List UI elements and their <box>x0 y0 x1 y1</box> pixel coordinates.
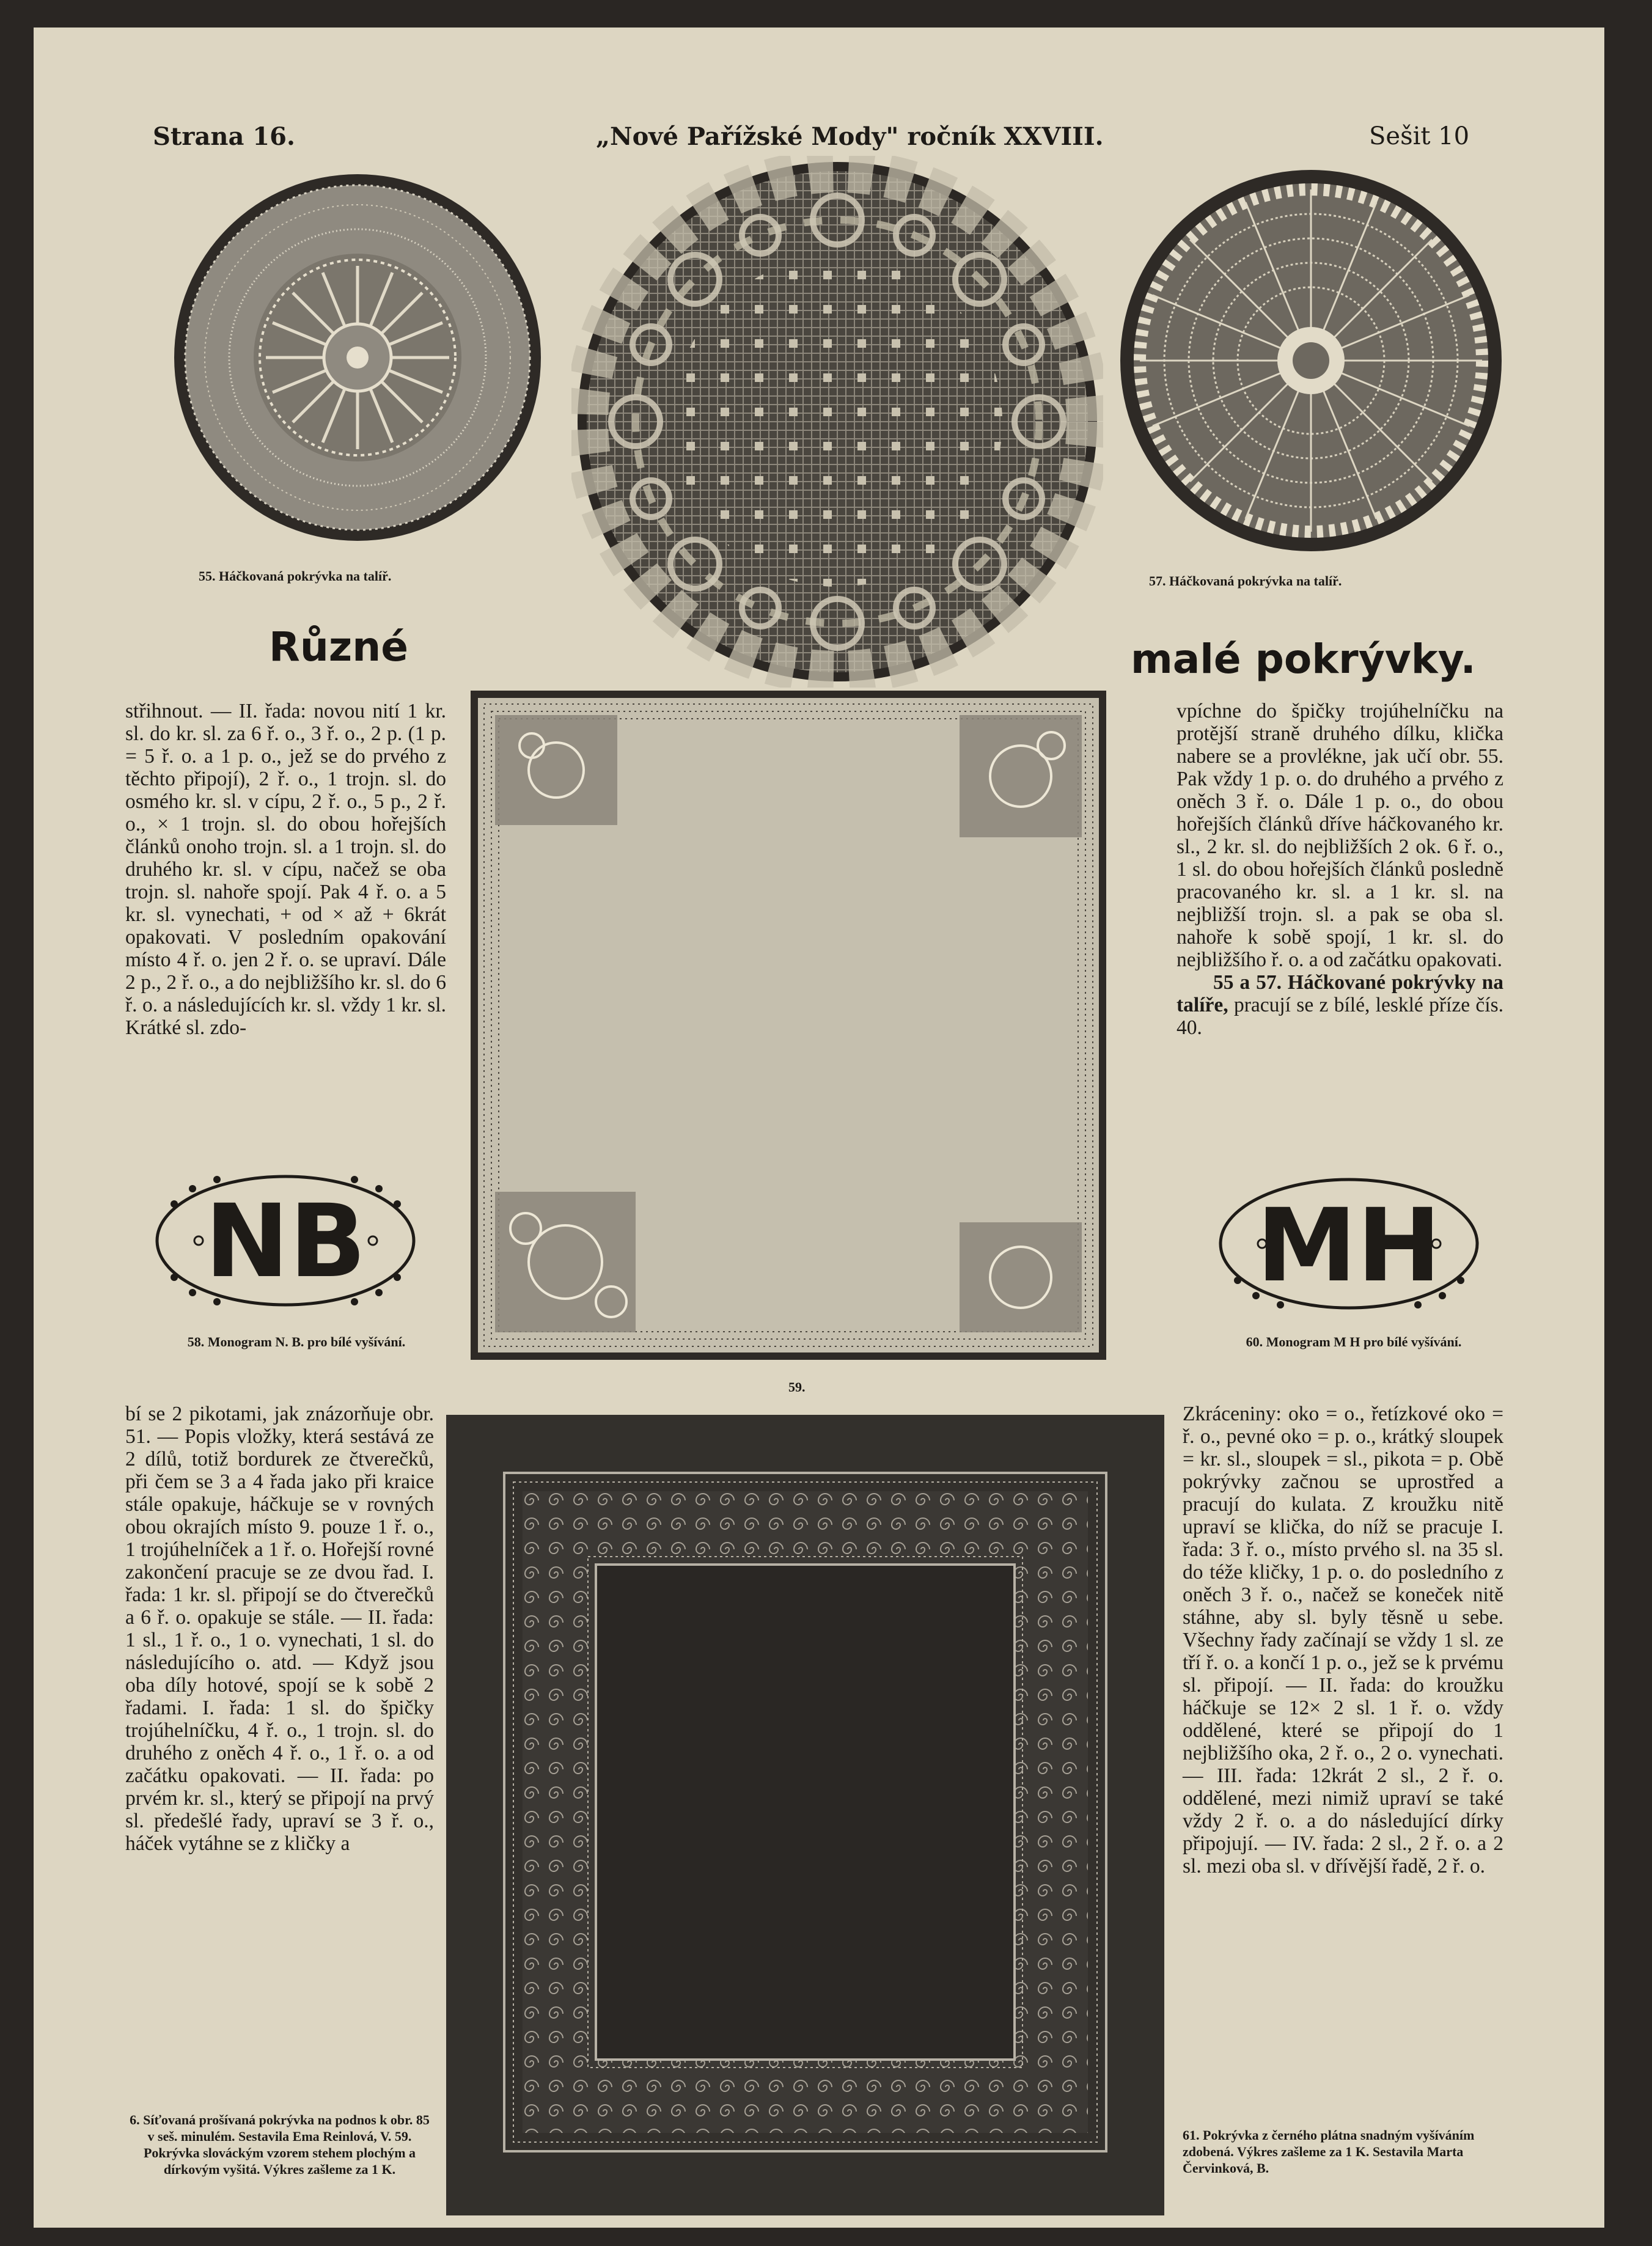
text-column-left-top <box>125 700 446 1039</box>
paragraph-left-bottom: bí se 2 pikotami, jak znázorňuje obr. 51. — Popis vložky, která sestává ze 2 dílů, totiž bordurek ze čtverečků, při čem se 3 a 4 řada jako při kraice stále opakuje, háčkuje se v rovných obou okrajích místo 9. pouze 1 ř. o., 1 trojúhelníček a 1 ř. o. Hořejší rovné zakončení pracuje se ze dvou řad. I. řada: 1 kr. sl. připojí se do čtverečků a 6 ř. o. opakuje se stále. — II. řada: 1 sl., 1 ř. o., 1 o. vynechati, 1 sl. do následujícího o. atd. — Když jsou oba díly hotové, spojí se k sobě 2 řadami. I. řada: 1 sl. do špičky trojúhelníčku, 4 ř. o., 1 trojn. sl. do druhého z oněch 4 ř. o., 1 ř. o. a od začátku opakovati. — II. řada: po prvém kr. sl., který se připojí na prvý sl. předešlé řady, upraví se 3 ř. o., háček vytáhne se z kličky a <box>125 1403 434 1855</box>
paragraph-right-top-tail: pracují se z bílé, lesklé příze čís. 40. <box>1177 994 1503 1039</box>
title-left: Různé <box>269 623 408 670</box>
caption-59: 59. <box>788 1379 806 1395</box>
doily-55-figure <box>168 168 547 547</box>
paragraph-left-top: střihnout. — II. řada: novou nití 1 kr. sl. do kr. sl. za 6 ř. o., 3 ř. o., 2 p. (1 p. = 5 ř. o. a 1 p. o., jež se do prvého z těchto připojí), 2 ř. o., 1 trojn. sl. do osmého kr. sl. v cípu, 2 ř. o., 5 p., 2 ř. o., × 1 trojn. sl. do obou hořejších článků onoho trojn. sl. a 1 trojn. sl. do druhého kr. sl. v cípu, načež se oba trojn. sl. nahoře spojí. Pak 4 ř. o. a 5 kr. sl. vynechati, + od × až + 6krát opakovati. V posledním opakování místo 4 ř. o. jen 2 ř. o. se upraví. Dále 2 p., 2 ř. o., a do nejbližšího kr. sl. do 6 ř. o. a následujících kr. sl. vždy 1 kr. sl. Krátké sl. zdo- <box>125 700 446 1039</box>
page-number: Strana 16. <box>153 122 295 151</box>
caption-6-59: 6. Síťovaná prošívaná pokrývka na podnos k obr. 85 v seš. minulém. Sestavila Ema Reinlová, V. 59. Pokrývka slováckým vzorem stehem plochým a dírkovým vyšitá. Výkres zašleme za 1 K. <box>130 2112 430 2177</box>
doily-57-figure <box>1115 165 1507 556</box>
doily-center-figure <box>571 156 1103 688</box>
paragraph-right-top: vpíchne do špičky trojúhelníčku na protější straně druhého dílku, klička nabere se a provlékne, jak učí obr. 55. Pak vždy 1 p. o. do druhého a prvého z oněch 3 ř. o. Dále 1 p. o., do obou hořejších článků dříve háčkovaného kr. sl., 2 kr. sl. do nejbližších 2 ok. 6 ř. o., 1 sl. do obou hořejších článků posledně pracovaného kr. sl. a 1 kr. sl. na nejbližší trojn. sl. a pak se oba sl. nahoře k sobě spojí, 1 kr. sl. do nejbližšího ř. o. a od začátku opakovati. <box>1177 700 1503 971</box>
caption-55: 55. Háčkovaná pokrývka na talíř. <box>199 568 392 584</box>
paragraph-right-bottom: Zkráceniny: oko = o., řetízkové oko = ř. o., pevné oko = p. o., krátký sloupek = kr. sl., sloupek = sl., pikota = p. Obě pokrývky začnou se uprostřed a pracují do kulata. Z kroužku nitě upraví se klička, do níž se pracuje I. řada: 3 ř. o., místo prvého sl. na 35 sl. do téže kličky, 1 p. o. do posledního z oněch 3 ř. o., načež se koneček nitě stáhne, aby sl. byly těsně u sebe. Všechny řady začínají se vždy 1 sl. ze tří ř. o. a končí 1 p. o., jež se k prvému sl. připojí. — II. řada: do kroužku háčkuje se 12× 2 sl. 1 ř. o. vždy oddělené, které se připojí do 1 nejbližšího oka, 2 ř. o., 2 o. vynechati. — III. řada: 12krát 2 sl., 2 ř. o. oddělené, mezi nimiž upraví se také vždy 2 ř. o. a do následující dírky připojují. — IV. řada: 2 sl., 2 ř. o. a 2 sl. mezi oba sl. v dřívější řadě, 2 ř. o. <box>1183 1403 1503 1877</box>
magazine-page <box>34 28 1604 2228</box>
issue-number: Sešit 10 <box>1369 122 1470 150</box>
caption-60: 60. Monogram M H pro bílé vyšívání. <box>1246 1334 1462 1349</box>
monogram-60-figure <box>1213 1170 1485 1317</box>
magazine-title: „Nové Pařížské Mody" ročník XXVIII. <box>596 122 1104 151</box>
monogram-58-figure <box>150 1167 422 1314</box>
monogram-60-letters: MH <box>1256 1187 1442 1304</box>
caption-61: 61. Pokrývka z černého plátna snadným vyšíváním zdobená. Výkres zašleme za 1 K. Sestavila Marta Červinková, B. <box>1183 2127 1475 2176</box>
caption-58: 58. Monogram N. B. pro bílé vyšívání. <box>187 1334 406 1349</box>
bold-heading-55-57: 55 a 57. Háčkované pokrývky na talíře, <box>1177 971 1503 1016</box>
title-right: malé pokrývky. <box>1131 636 1476 683</box>
text-column-right-bottom <box>1183 1403 1503 1877</box>
text-column-right-top <box>1177 700 1503 1039</box>
black-cloth-61-figure <box>446 1415 1164 2215</box>
embroidered-cloth-59-figure <box>471 691 1106 1360</box>
caption-57: 57. Háčkovaná pokrývka na talíř. <box>1149 573 1342 589</box>
monogram-58-letters: NB <box>205 1183 366 1300</box>
text-column-left-bottom <box>125 1403 434 1855</box>
